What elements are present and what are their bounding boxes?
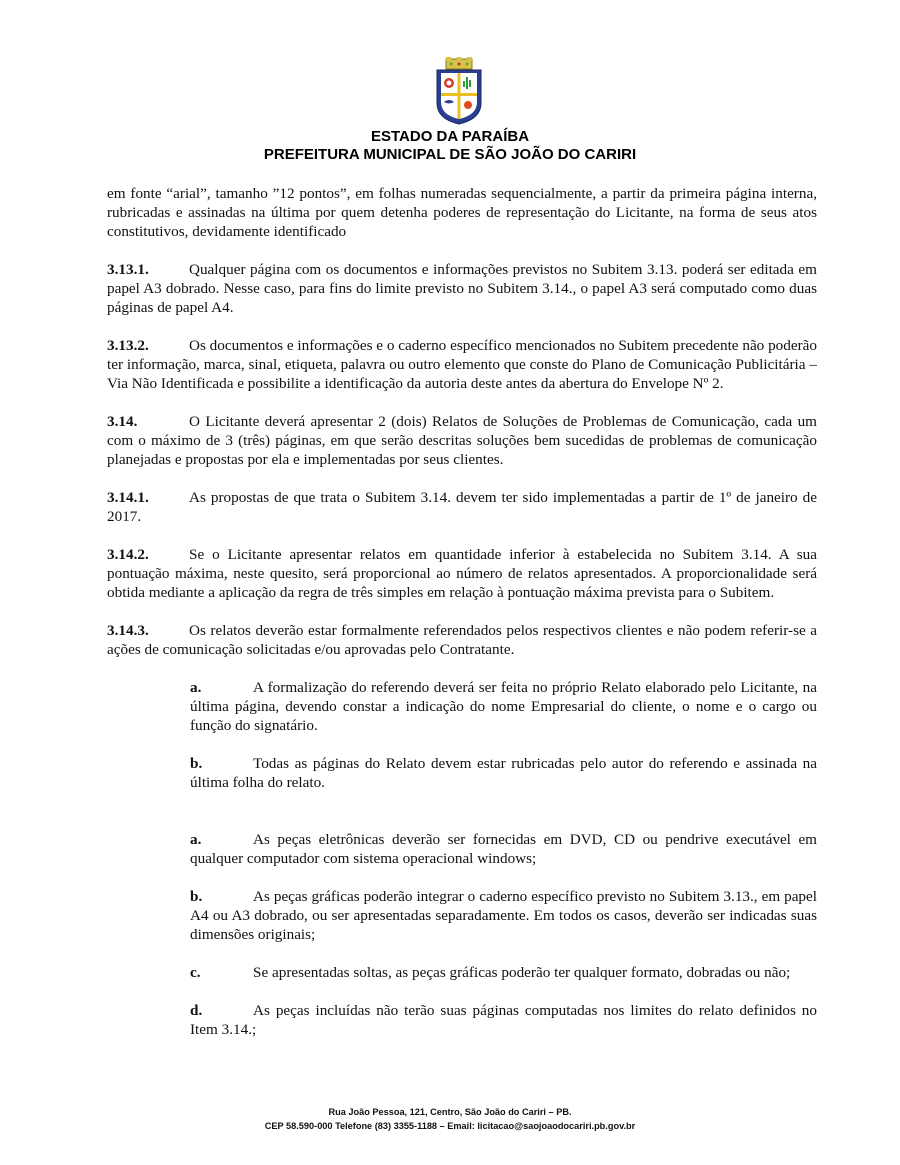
list-label: a. (190, 679, 202, 696)
list-item-b-pecas (190, 887, 817, 944)
clause-number: 3.14.1. (107, 489, 149, 506)
footer-address: Rua João Pessoa, 121, Centro, São João do Cariri – PB. (328, 1107, 572, 1117)
municipality-title: PREFEITURA MUNICIPAL DE SÃO JOÃO DO CARIRI (263, 146, 637, 163)
list-label: d. (190, 1002, 203, 1019)
clause-text: Se o Licitante apresentar relatos em quantidade inferior à estabelecida no Subitem 3.14. A sua pontuação máxima, neste quesito, será proporcional ao número de relatos apresentados. A proporcionalidade será obtida mediante a aplicação da regra de três simples em relação à pontuação máxima prevista para o Subitem. (107, 546, 817, 601)
paragraph-3-13-2 (107, 336, 817, 393)
paragraph-continuation: em fonte “arial”, tamanho ”12 pontos”, em folhas numeradas sequencialmente, a partir da primeira página interna, rubricadas e assinadas na última por quem detenha poderes de representação do Licitante, na forma de seus atos constitutivos, devidamente identificado (107, 185, 817, 240)
state-title: ESTADO DA PARAÍBA (370, 128, 530, 145)
document-body (107, 184, 817, 1058)
list-label: a. (190, 831, 202, 848)
clause-text: O Licitante deverá apresentar 2 (dois) Relatos de Soluções de Problemas de Comunicação, cada um com o máximo de 3 (três) páginas, em que serão descritas soluções bem sucedidas de problemas de comunicação planejadas e propostas por ela e implementadas por seus clientes. (107, 413, 817, 468)
list-item-a-pecas (190, 830, 817, 868)
clause-text: As propostas de que trata o Subitem 3.14. devem ter sido implementadas a partir de 1º de janeiro de 2017. (107, 489, 817, 525)
list-text: As peças incluídas não terão suas páginas computadas nos limites do relato definidos no Item 3.14.; (190, 1002, 817, 1038)
clause-number: 3.14.2. (107, 546, 149, 563)
clause-text: Qualquer página com os documentos e informações previstos no Subitem 3.13. poderá ser editada em papel A3 dobrado. Nesse caso, para fins do limite previsto no Subitem 3.14., o papel A3 será computado como duas páginas de papel A4. (107, 261, 817, 316)
paragraph-3-13-1 (107, 260, 817, 317)
list-text: Todas as páginas do Relato devem estar rubricadas pelo autor do referendo e assinada na última folha do relato. (190, 755, 817, 791)
list-text: Se apresentadas soltas, as peças gráficas poderão ter qualquer formato, dobradas ou não; (253, 964, 791, 981)
municipal-crest-icon (433, 57, 485, 125)
list-item-c-pecas (190, 963, 817, 982)
paragraph-3-14-3 (107, 621, 817, 659)
clause-text: Os relatos deverão estar formalmente referendados pelos respectivos clientes e não podem referir-se a ações de comunicação solicitadas e/ou aprovadas pelo Contratante. (107, 622, 817, 658)
list-label: b. (190, 755, 203, 772)
spacer (107, 811, 817, 830)
footer-contact: CEP 58.590-000 Telefone (83) 3355-1188 – Email: licitacao@saojoaodocariri.pb.gov.br (264, 1121, 636, 1131)
clause-number: 3.13.2. (107, 337, 149, 354)
list-text: As peças eletrônicas deverão ser fornecidas em DVD, CD ou pendrive executável em qualquer computador com sistema operacional windows; (190, 831, 817, 867)
clause-text: Os documentos e informações e o caderno específico mencionados no Subitem precedente não poderão ter informação, marca, sinal, etiqueta, palavra ou outro elemento que conste do Plano de Comunicação Publicitária – Via Não Identificada e possibilite a identificação da autoria deste antes da abertura do Envelope Nº 2. (107, 337, 817, 392)
list-label: c. (190, 964, 201, 981)
list-text: A formalização do referendo deverá ser feita no próprio Relato elaborado pelo Licitante, na última página, devendo constar a indicação do nome Empresarial do cliente, o nome e o cargo ou função do signatário. (190, 679, 817, 734)
list-item-d-pecas (190, 1001, 817, 1039)
list-item-b-referendo (190, 754, 817, 792)
clause-number: 3.13.1. (107, 261, 149, 278)
list-label: b. (190, 888, 203, 905)
list-item-a-referendo (190, 678, 817, 735)
paragraph-3-14-2 (107, 545, 817, 602)
paragraph-3-14 (107, 412, 817, 469)
paragraph-3-14-1 (107, 488, 817, 526)
clause-number: 3.14. (107, 413, 138, 430)
clause-number: 3.14.3. (107, 622, 149, 639)
list-text: As peças gráficas poderão integrar o caderno específico previsto no Subitem 3.13., em papel A4 ou A3 dobrado, ou ser apresentadas separadamente. Em todos os casos, deverão ser indicadas suas dimensões originais; (190, 888, 817, 943)
